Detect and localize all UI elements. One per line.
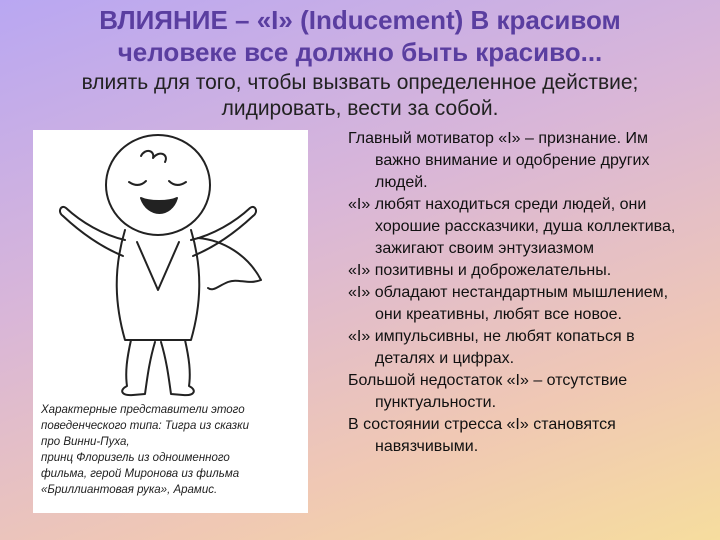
caption-line-6: «Бриллиантовая рука», Арамис. [41, 484, 218, 496]
traits-list [348, 128, 698, 458]
trait-item: «I» импульсивны, не любят копаться в деталях и цифрах. [348, 328, 635, 367]
image-caption [41, 402, 303, 498]
subtitle-line-2: лидировать, вести за собой. [221, 97, 499, 120]
cartoon-figure-icon [33, 130, 308, 400]
slide-subtitle [20, 70, 700, 122]
caption-line-3: про Винни-Пуха, [41, 436, 130, 448]
caption-line-4: принц Флоризель из одноименного [41, 452, 230, 464]
title-line-1: ВЛИЯНИЕ – «I» (Inducement) В красивом [99, 5, 621, 35]
illustration-card [33, 130, 308, 513]
subtitle-line-1: влиять для того, чтобы вызвать определенное действие; [81, 71, 639, 94]
caption-line-2: поведенческого типа: Тигра из сказки [41, 420, 249, 432]
trait-item: «I» любят находиться среди людей, они хорошие рассказчики, душа коллектива, зажигают своим энтузиазмом [348, 196, 676, 257]
trait-item: Большой недостаток «I» – отсутствие пунктуальности. [348, 372, 628, 411]
slide-title [40, 4, 680, 68]
trait-item: «I» обладают нестандартным мышлением, они креативны, любят все новое. [348, 284, 669, 323]
trait-item: В состоянии стресса «I» становятся навязчивыми. [348, 416, 616, 455]
caption-line-5: фильма, герой Миронова из фильма [41, 468, 240, 480]
caption-line-1: Характерные представители этого [41, 404, 245, 416]
title-line-2: человеке все должно быть красиво... [117, 37, 603, 67]
trait-item: Главный мотиватор «I» – признание. Им важно внимание и одобрение других людей. [348, 130, 650, 191]
trait-item: «I» позитивны и доброжелательны. [348, 262, 612, 279]
